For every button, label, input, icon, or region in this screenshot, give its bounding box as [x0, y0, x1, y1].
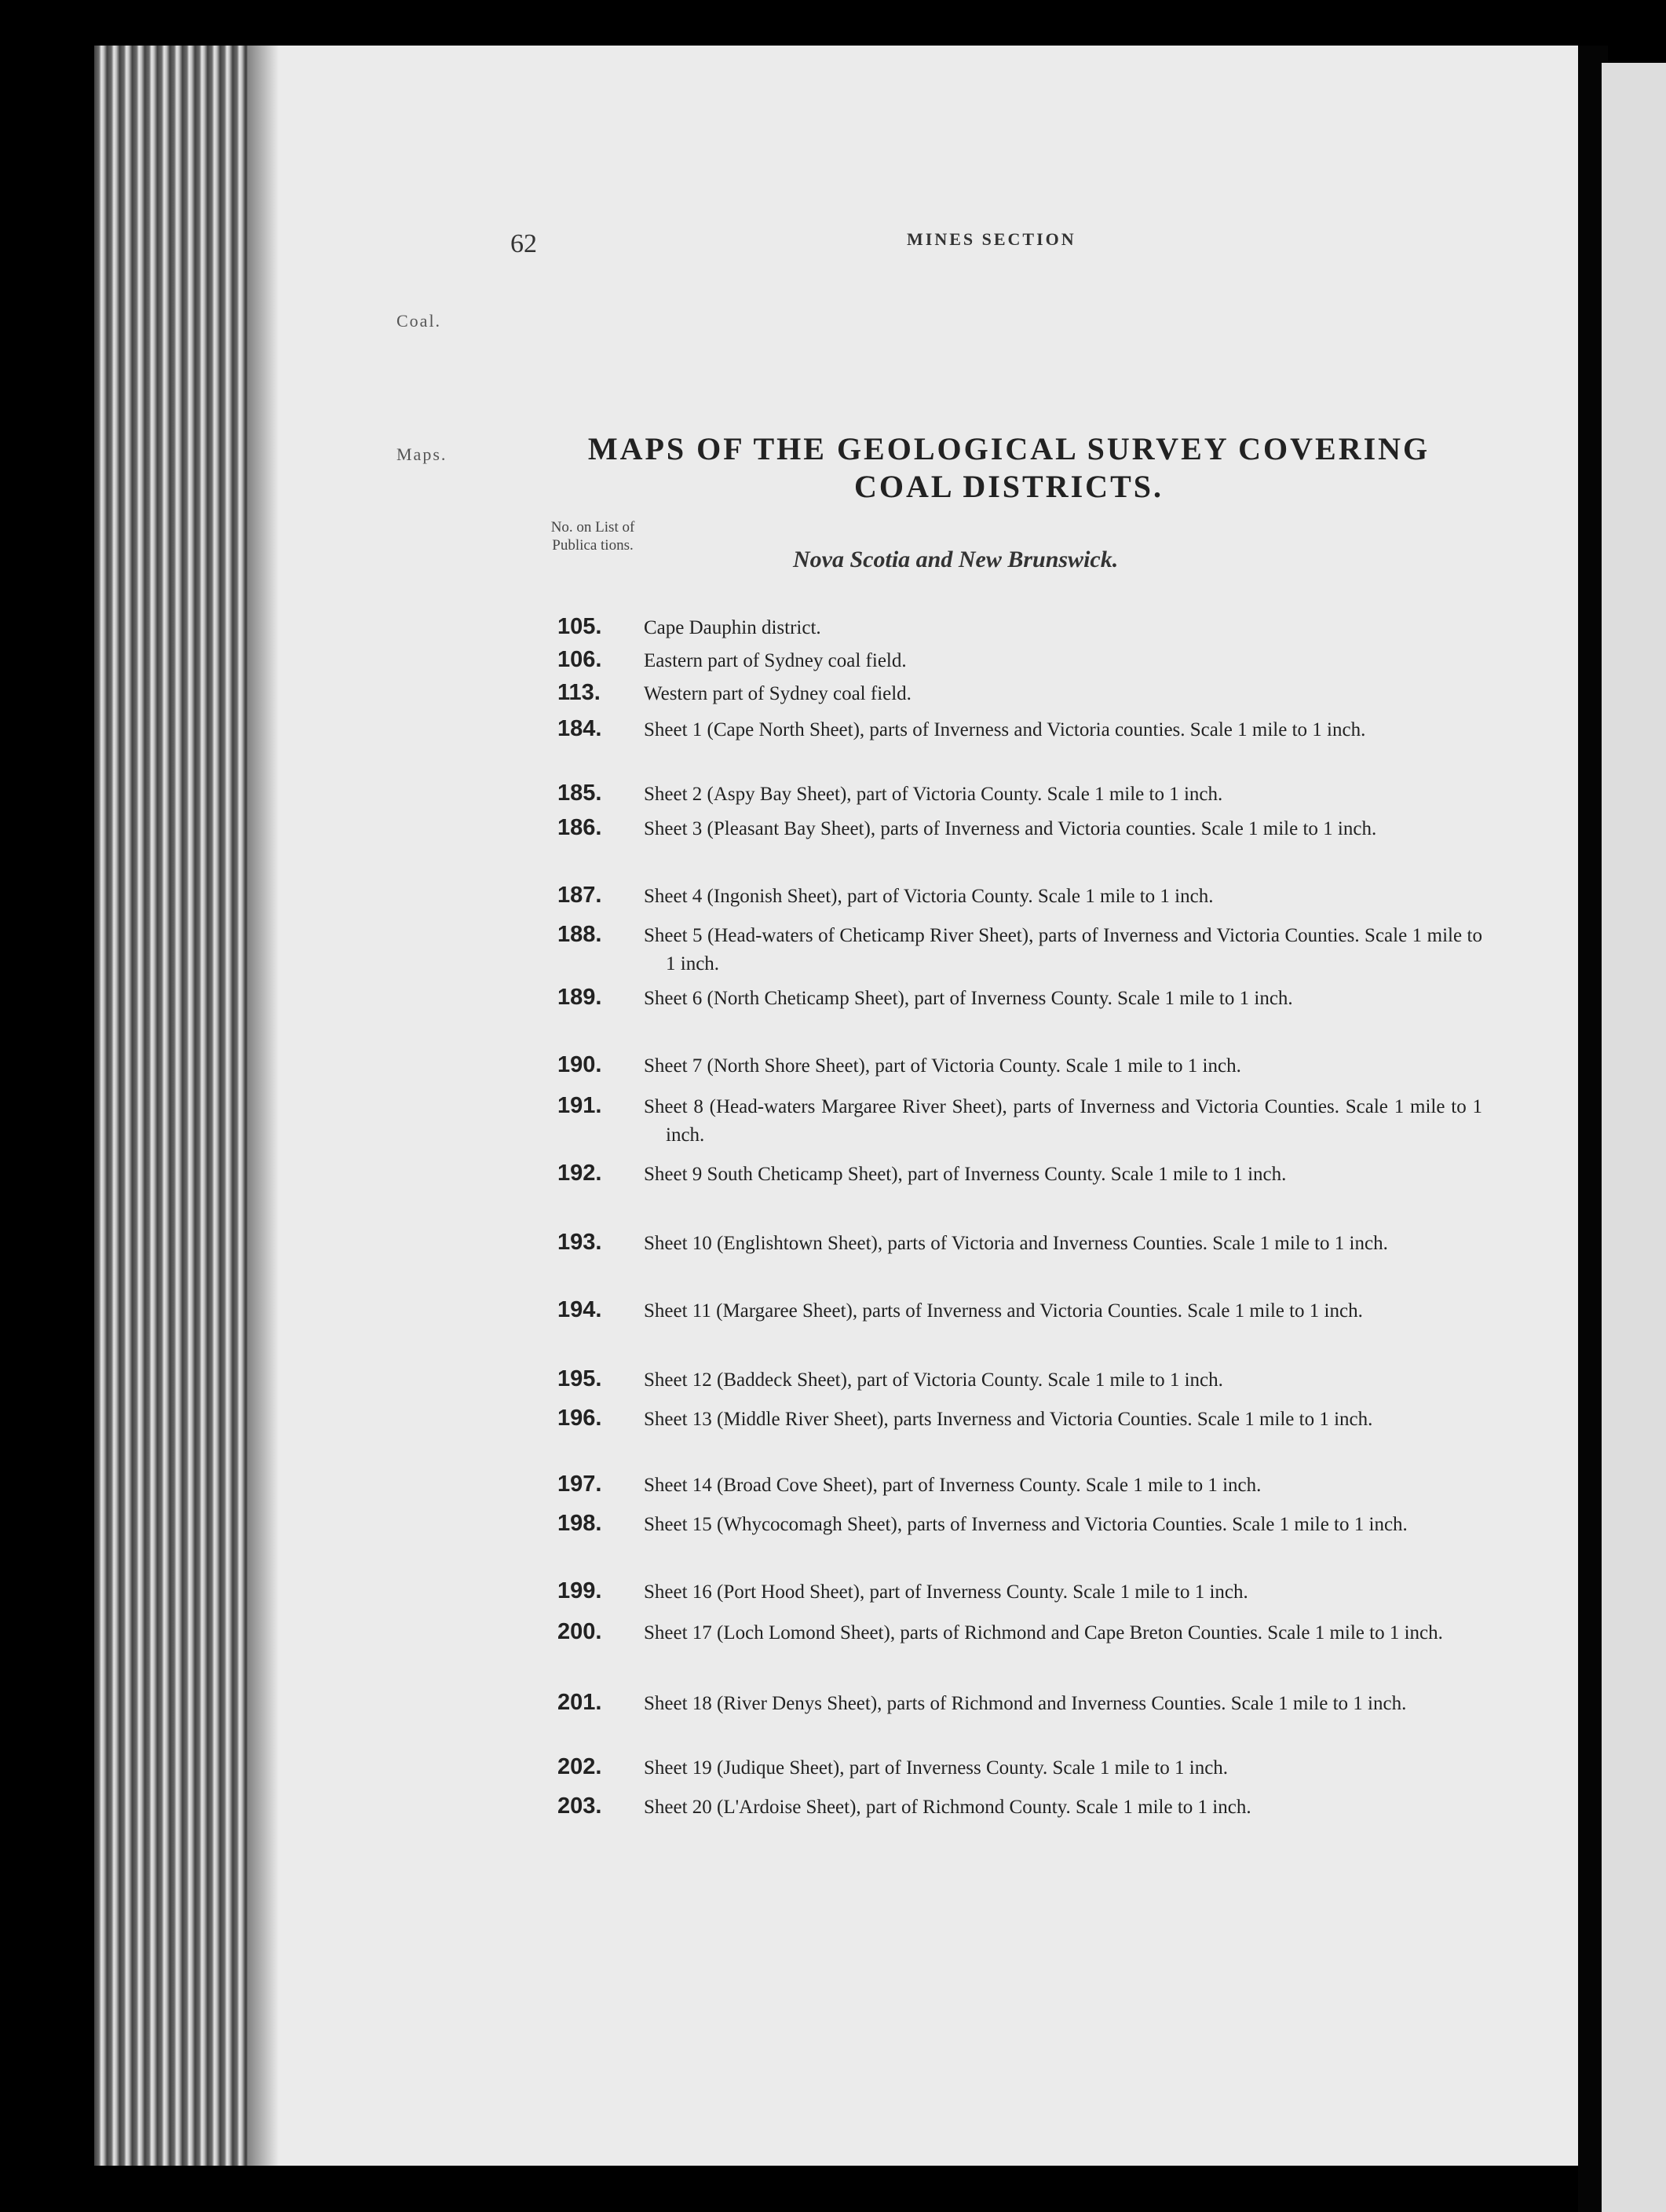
map-description: Sheet 1 (Cape North Sheet), parts of Inverness and Victoria counties. Scale 1 mile to 1 inch. [644, 719, 1366, 740]
publication-number: 199. [557, 1578, 602, 1603]
publication-number: 184. [557, 716, 602, 741]
map-description: Sheet 20 (L'Ardoise Sheet), part of Richmond County. Scale 1 mile to 1 inch. [644, 1797, 1251, 1818]
publication-number: 200. [557, 1619, 602, 1644]
publication-number: 192. [557, 1161, 602, 1186]
map-description: Eastern part of Sydney coal field. [644, 650, 907, 671]
publication-number: 201. [557, 1690, 602, 1715]
publication-number: 113. [557, 680, 601, 705]
map-description: Sheet 3 (Pleasant Bay Sheet), parts of Inverness and Victoria counties. Scale 1 mile to 1 inch. [644, 818, 1377, 839]
publication-number: 202. [557, 1754, 602, 1779]
map-description: Sheet 18 (River Denys Sheet), parts of Richmond and Inverness Counties. Scale 1 mile to 1 inch. [644, 1693, 1407, 1714]
map-description: Western part of Sydney coal field. [644, 683, 912, 704]
column-header: No. on List of Publica tions. [550, 519, 635, 554]
map-description: Sheet 2 (Aspy Bay Sheet), part of Victoria County. Scale 1 mile to 1 inch. [644, 784, 1223, 805]
publication-number: 190. [557, 1052, 602, 1077]
subheading: Nova Scotia and New Brunswick. [793, 547, 1119, 572]
publication-number: 198. [557, 1511, 602, 1536]
map-description: Sheet 10 (Englishtown Sheet), parts of Victoria and Inverness Counties. Scale 1 mile to 1 inch. [644, 1233, 1388, 1254]
map-description: Sheet 12 (Baddeck Sheet), part of Victoria County. Scale 1 mile to 1 inch. [644, 1369, 1223, 1391]
map-description: Cape Dauphin district. [644, 617, 821, 638]
map-description: Sheet 6 (North Cheticamp Sheet), part of Inverness County. Scale 1 mile to 1 inch. [644, 988, 1293, 1009]
publication-number: 193. [557, 1230, 602, 1255]
margin-note-coal: Coal. [396, 311, 442, 331]
publication-number: 185. [557, 781, 602, 806]
map-description: Sheet 5 (Head-waters of Cheticamp River Sheet), parts of Inverness and Victoria Counties. Scale 1 mile to 1 inch. [644, 925, 1482, 974]
publication-number: 186. [557, 815, 602, 840]
publication-number: 203. [557, 1793, 602, 1819]
page-number: 62 [510, 229, 537, 258]
map-description: Sheet 4 (Ingonish Sheet), part of Victoria County. Scale 1 mile to 1 inch. [644, 886, 1214, 907]
margin-note-maps: Maps. [396, 444, 448, 464]
map-description: Sheet 11 (Margaree Sheet), parts of Inverness and Victoria Counties. Scale 1 mile to 1 inch. [644, 1300, 1363, 1322]
map-description: Sheet 19 (Judique Sheet), part of Inverness County. Scale 1 mile to 1 inch. [644, 1757, 1229, 1779]
publication-number: 187. [557, 883, 602, 908]
publication-number: 189. [557, 985, 602, 1010]
publication-number: 191. [557, 1093, 602, 1118]
map-description: Sheet 14 (Broad Cove Sheet), part of Inverness County. Scale 1 mile to 1 inch. [644, 1475, 1262, 1496]
map-description: Sheet 17 (Loch Lomond Sheet), parts of Richmond and Cape Breton Counties. Scale 1 mile to 1 inch. [644, 1622, 1443, 1643]
publication-number: 188. [557, 922, 602, 947]
publication-number: 106. [557, 647, 602, 672]
map-description: Sheet 13 (Middle River Sheet), parts Inverness and Victoria Counties. Scale 1 mile to 1 inch. [644, 1409, 1373, 1430]
map-description: Sheet 8 (Head-waters Margaree River Sheet), parts of Inverness and Victoria Counties. Scale 1 mile to 1 inch. [644, 1096, 1482, 1146]
publication-number: 195. [557, 1366, 602, 1391]
map-description: Sheet 7 (North Shore Sheet), part of Victoria County. Scale 1 mile to 1 inch. [644, 1055, 1241, 1077]
map-description: Sheet 9 South Cheticamp Sheet), part of Inverness County. Scale 1 mile to 1 inch. [644, 1164, 1287, 1185]
page-title: MAPS OF THE GEOLOGICAL SURVEY COVERING COAL DISTRICTS. [587, 431, 1430, 504]
map-description: Sheet 15 (Whycocomagh Sheet), parts of Inverness and Victoria Counties. Scale 1 mile to 1 inch. [644, 1514, 1408, 1535]
publication-number: 197. [557, 1472, 602, 1497]
page-edge-shadow [247, 46, 279, 2166]
publication-number: 194. [557, 1297, 602, 1322]
map-description: Sheet 16 (Port Hood Sheet), part of Inverness County. Scale 1 mile to 1 inch. [644, 1581, 1248, 1603]
facing-page-edge [1602, 63, 1666, 2212]
publication-number: 196. [557, 1406, 602, 1431]
publication-number: 105. [557, 614, 602, 639]
section-title: MINES SECTION [907, 229, 1076, 249]
page-edges [94, 46, 247, 2166]
